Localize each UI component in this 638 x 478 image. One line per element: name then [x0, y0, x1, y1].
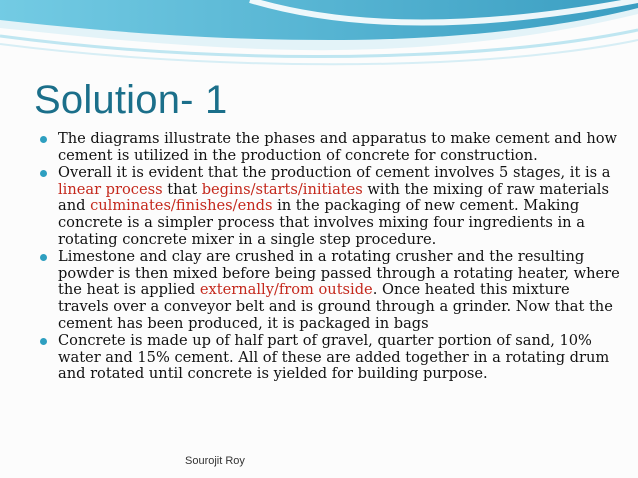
bullet-list [40, 131, 620, 384]
highlight-text: externally/from outside [199, 281, 373, 299]
bullet-text: with the mixing of raw materials and [58, 180, 609, 215]
bullet-item [40, 333, 620, 383]
bullet-item [40, 249, 620, 332]
bullet-text: Limestone and clay are crushed in a rotating crusher and the resulting powder is then mixed before being passed through a rotating heater, where the heat is applied [58, 248, 620, 299]
bullet-dot-icon [40, 170, 47, 177]
highlight-text: culminates/finishes/ends [90, 197, 273, 215]
bullet-dot-icon [40, 136, 47, 143]
bullet-dot-icon [40, 338, 47, 345]
bullet-text: in the packaging of new cement. Making concrete is a simpler process that involves mixing four ingredients in a rotating concrete mixer in a single step procedure. [58, 197, 585, 248]
bullet-text: that [162, 180, 202, 198]
bullet-text: The diagrams illustrate the phases and apparatus to make cement and how cement is utilized in the production of concrete for construction. [58, 130, 618, 164]
bullet-text: Concrete is made up of half part of gravel, quarter portion of sand, 10% water and 15% cement. All of these are added together in a rotating drum and rotated until concrete is yielded for building purpose. [58, 332, 610, 383]
highlight-text: begins/starts/initiates [201, 180, 363, 198]
bullet-text: . Once heated this mixture travels over a conveyor belt and is ground through a grinder. Now that the cement has been produced, it is packaged in bags [58, 281, 613, 332]
slide-footer: Sourojit Roy [185, 455, 245, 467]
slide-title: Solution- 1 [34, 78, 228, 122]
bullet-item [40, 131, 620, 164]
bullet-text: Overall it is evident that the production of cement involves 5 stages, it is a [58, 164, 611, 182]
highlight-text: linear process [58, 180, 163, 198]
bullet-dot-icon [40, 254, 47, 261]
bullet-item [40, 165, 620, 248]
